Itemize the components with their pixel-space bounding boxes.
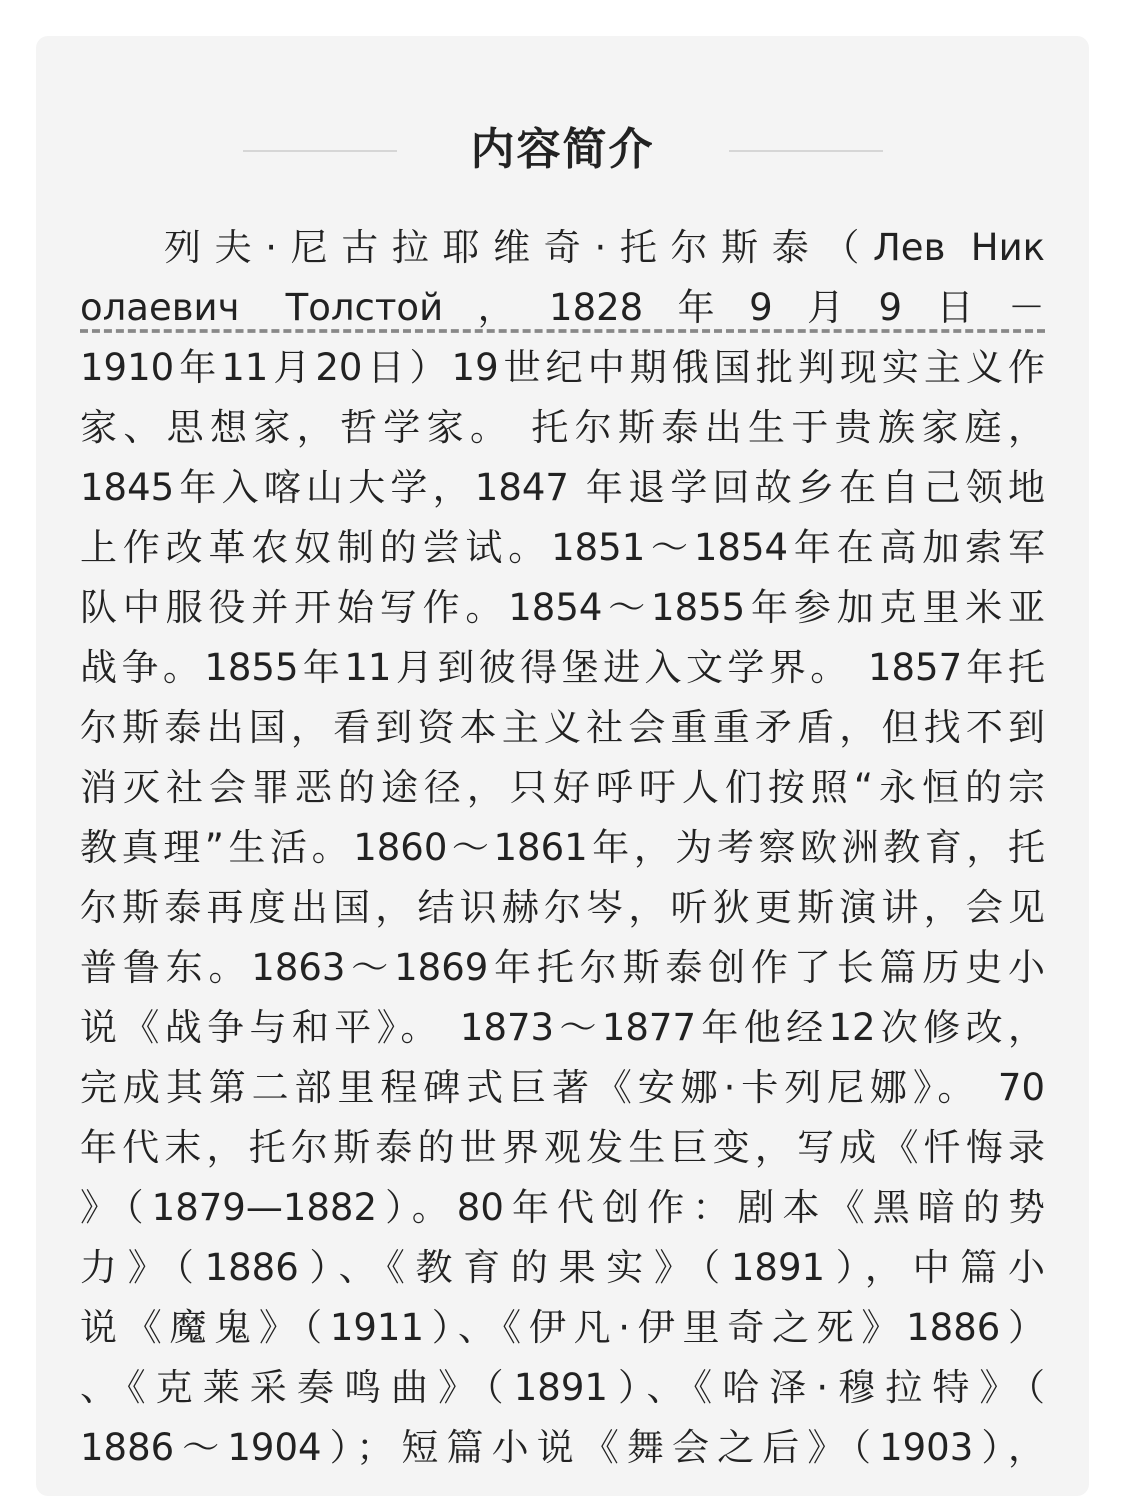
text-line: 》（1879—1882）。80年代创作：剧本《黑暗的势: [80, 1186, 1045, 1229]
text-line: 尔斯泰再度出国，结识赫尔岑，听狄更斯演讲，会见: [80, 886, 1045, 929]
text-line: 列夫·尼古拉耶维奇·托尔斯泰（Лев Ник: [164, 226, 1045, 269]
text-line: 战争。1855年11月到彼得堡进入文学界。 1857年托: [80, 646, 1045, 689]
text-line: олаевич Толстой，1828年9月9日－: [80, 286, 1045, 329]
text-line: 队中服役并开始写作。1854～1855年参加克里米亚: [80, 586, 1045, 629]
text-line: 力》（1886）、《教育的果实》（1891），中篇小: [80, 1246, 1045, 1289]
text-line: 1845年入喀山大学，1847 年退学回故乡在自己领地: [80, 466, 1045, 509]
text-line: 家、思想家，哲学家。 托尔斯泰出生于贵族家庭，: [80, 406, 1045, 449]
right-divider: [729, 150, 883, 152]
text-line: 尔斯泰出国，看到资本主义社会重重矛盾，但找不到: [80, 706, 1045, 749]
text-line: 说《战争与和平》。 1873～1877年他经12次修改，: [80, 1006, 1045, 1049]
section-header: [0, 118, 1125, 182]
section-title: 内容简介: [470, 124, 655, 175]
text-line: 、《克莱采奏鸣曲》（1891）、《哈泽·穆拉特》（: [80, 1366, 1045, 1409]
text-line: 说《魔鬼》（1911）、《伊凡·伊里奇之死》1886）: [80, 1306, 1045, 1349]
text-line: 年代末，托尔斯泰的世界观发生巨变，写成《忏悔录: [80, 1126, 1045, 1169]
intro-text: [80, 218, 1045, 1476]
left-divider: [243, 150, 397, 152]
text-line: 上作改革农奴制的尝试。1851～1854年在高加索军: [80, 526, 1045, 569]
text-line: 消灭社会罪恶的途径，只好呼吁人们按照“永恒的宗: [80, 766, 1045, 809]
text-line: 教真理”生活。1860～1861年，为考察欧洲教育，托: [80, 826, 1045, 869]
text-line: 1910年11月20日）19世纪中期俄国批判现实主义作: [80, 346, 1045, 389]
text-line: 1886～1904）；短篇小说《舞会之后》（1903），: [80, 1426, 1045, 1469]
text-line: 普鲁东。1863～1869年托尔斯泰创作了长篇历史小: [80, 946, 1045, 989]
text-line: 完成其第二部里程碑式巨著《安娜·卡列尼娜》。 70: [80, 1066, 1045, 1109]
